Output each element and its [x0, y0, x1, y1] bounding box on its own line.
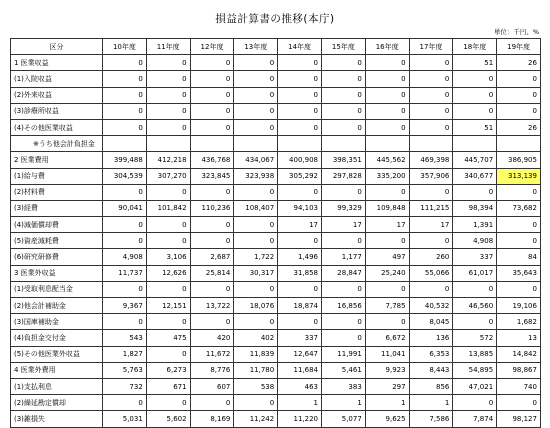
value-cell: 0 [278, 119, 322, 135]
value-cell: 0 [365, 87, 409, 103]
value-cell: 11,672 [190, 346, 234, 362]
value-cell: 8,443 [409, 362, 453, 378]
row-label: (3)国庫補助金 [11, 314, 103, 330]
row-label: (6)研究研修費 [11, 249, 103, 265]
table-row [11, 298, 541, 314]
value-cell: 0 [234, 314, 278, 330]
value-cell: 0 [365, 71, 409, 87]
value-cell: 307,270 [146, 168, 190, 184]
value-cell: 0 [234, 233, 278, 249]
header-year: 15年度 [321, 39, 365, 55]
value-cell: 0 [146, 87, 190, 103]
value-cell: 0 [453, 103, 497, 119]
value-cell: 0 [278, 314, 322, 330]
value-cell [103, 136, 147, 152]
table-row [11, 71, 541, 87]
row-label: (1)入院収益 [11, 71, 103, 87]
row-label: (4)負担金交付金 [11, 330, 103, 346]
value-cell: 8,776 [190, 362, 234, 378]
value-cell: 73,682 [497, 200, 541, 216]
value-cell: 0 [365, 281, 409, 297]
value-cell [321, 136, 365, 152]
row-label: (2)外来収益 [11, 87, 103, 103]
value-cell: 55,066 [409, 265, 453, 281]
value-cell: 11,780 [234, 362, 278, 378]
value-cell: 0 [409, 233, 453, 249]
value-cell: 260 [409, 249, 453, 265]
value-cell: 0 [278, 281, 322, 297]
value-cell: 0 [234, 103, 278, 119]
value-cell: 12,647 [278, 346, 322, 362]
value-cell: 0 [365, 233, 409, 249]
value-cell: 4,908 [103, 249, 147, 265]
header-year: 12年度 [190, 39, 234, 55]
value-cell: 26 [497, 55, 541, 71]
value-cell: 17 [409, 217, 453, 233]
value-cell: 13 [497, 330, 541, 346]
value-cell: 0 [497, 184, 541, 200]
value-cell: 31,858 [278, 265, 322, 281]
value-cell: 17 [365, 217, 409, 233]
value-cell: 305,292 [278, 168, 322, 184]
value-cell: 111,215 [409, 200, 453, 216]
value-cell: 0 [103, 184, 147, 200]
row-label: 3 医業外収益 [11, 265, 103, 281]
value-cell: 98,867 [497, 362, 541, 378]
value-cell: 434,067 [234, 152, 278, 168]
value-cell: 0 [103, 281, 147, 297]
table-row [11, 152, 541, 168]
value-cell: 5,461 [321, 362, 365, 378]
value-cell: 0 [278, 71, 322, 87]
value-cell: 0 [453, 395, 497, 411]
value-cell: 12,626 [146, 265, 190, 281]
value-cell: 572 [453, 330, 497, 346]
unit-note: 単位：千円、% [493, 28, 539, 36]
value-cell: 0 [365, 55, 409, 71]
value-cell: 16,856 [321, 298, 365, 314]
value-cell: 11,242 [234, 411, 278, 427]
value-cell: 0 [234, 55, 278, 71]
value-cell: 1 [365, 395, 409, 411]
value-cell: 0 [190, 395, 234, 411]
value-cell [234, 136, 278, 152]
row-label: (3)経費 [11, 200, 103, 216]
row-label: (5)資産減耗費 [11, 233, 103, 249]
income-statement-table [10, 38, 541, 428]
value-cell: 497 [365, 249, 409, 265]
value-cell: 607 [190, 378, 234, 394]
value-cell: 9,923 [365, 362, 409, 378]
value-cell: 25,814 [190, 265, 234, 281]
value-cell: 11,041 [365, 346, 409, 362]
table-row [11, 378, 541, 394]
value-cell: 46,560 [453, 298, 497, 314]
table-row [11, 281, 541, 297]
table-row [11, 346, 541, 362]
value-cell: 0 [278, 184, 322, 200]
value-cell: 0 [321, 119, 365, 135]
value-cell: 0 [103, 233, 147, 249]
value-cell: 35,643 [497, 265, 541, 281]
value-cell: 740 [497, 378, 541, 394]
value-cell: 0 [190, 184, 234, 200]
value-cell: 90,041 [103, 200, 147, 216]
value-cell: 61,017 [453, 265, 497, 281]
row-label: (1)受取利息配当金 [11, 281, 103, 297]
value-cell: 11,839 [234, 346, 278, 362]
value-cell: 386,905 [497, 152, 541, 168]
value-cell: 0 [190, 55, 234, 71]
table-row [11, 330, 541, 346]
value-cell: 0 [321, 55, 365, 71]
table-row [11, 200, 541, 216]
row-label: (2)材料費 [11, 184, 103, 200]
value-cell: 0 [278, 103, 322, 119]
value-cell: 335,200 [365, 168, 409, 184]
value-cell: 0 [103, 119, 147, 135]
value-cell: 0 [409, 87, 453, 103]
value-cell: 94,103 [278, 200, 322, 216]
value-cell: 0 [234, 87, 278, 103]
table-row [11, 411, 541, 427]
value-cell: 98,127 [497, 411, 541, 427]
value-cell: 1,177 [321, 249, 365, 265]
value-cell: 17 [321, 217, 365, 233]
value-cell: 0 [190, 87, 234, 103]
value-cell: 6,672 [365, 330, 409, 346]
value-cell: 11,737 [103, 265, 147, 281]
value-cell: 0 [103, 103, 147, 119]
table-row [11, 119, 541, 135]
value-cell: 323,938 [234, 168, 278, 184]
value-cell: 0 [103, 314, 147, 330]
value-cell: 26 [497, 119, 541, 135]
value-cell: 0 [409, 55, 453, 71]
value-cell: 0 [234, 395, 278, 411]
value-cell: 0 [365, 314, 409, 330]
value-cell: 0 [278, 87, 322, 103]
value-cell: 1,827 [103, 346, 147, 362]
value-cell: 7,785 [365, 298, 409, 314]
row-label: (4)減価償却費 [11, 217, 103, 233]
table-row [11, 55, 541, 71]
value-cell: 0 [453, 71, 497, 87]
value-cell: 5,031 [103, 411, 147, 427]
table-row [11, 249, 541, 265]
value-cell: 0 [409, 184, 453, 200]
value-cell: 0 [103, 395, 147, 411]
table-row [11, 103, 541, 119]
value-cell: 0 [321, 71, 365, 87]
value-cell: 0 [409, 281, 453, 297]
value-cell: 5,763 [103, 362, 147, 378]
value-cell: 1,682 [497, 314, 541, 330]
table-row [11, 314, 541, 330]
value-cell: 0 [321, 87, 365, 103]
value-cell: 0 [234, 217, 278, 233]
header-year: 13年度 [234, 39, 278, 55]
value-cell: 383 [321, 378, 365, 394]
value-cell [453, 136, 497, 152]
value-cell: 6,273 [146, 362, 190, 378]
table-row [11, 395, 541, 411]
row-label: 1 医業収益 [11, 55, 103, 71]
value-cell: 13,722 [190, 298, 234, 314]
value-cell: 420 [190, 330, 234, 346]
value-cell: 475 [146, 330, 190, 346]
value-cell: 0 [365, 103, 409, 119]
header-year: 14年度 [278, 39, 322, 55]
value-cell [146, 136, 190, 152]
value-cell: 357,906 [409, 168, 453, 184]
table-row [11, 184, 541, 200]
value-cell [365, 136, 409, 152]
value-cell: 0 [321, 314, 365, 330]
value-cell: 11,991 [321, 346, 365, 362]
value-cell: 0 [234, 281, 278, 297]
header-year: 11年度 [146, 39, 190, 55]
value-cell: 3,106 [146, 249, 190, 265]
row-label: (5)その他医業外収益 [11, 346, 103, 362]
value-cell: 304,539 [103, 168, 147, 184]
value-cell: 0 [453, 184, 497, 200]
value-cell: 1,496 [278, 249, 322, 265]
value-cell: 30,317 [234, 265, 278, 281]
value-cell: 0 [146, 314, 190, 330]
value-cell: 0 [365, 119, 409, 135]
value-cell: 543 [103, 330, 147, 346]
value-cell: 337 [453, 249, 497, 265]
value-cell: 0 [497, 281, 541, 297]
value-cell: 856 [409, 378, 453, 394]
value-cell: 436,768 [190, 152, 234, 168]
value-cell: 98,394 [453, 200, 497, 216]
value-cell: 0 [278, 55, 322, 71]
row-label: (1)支払利息 [11, 378, 103, 394]
value-cell: 0 [497, 233, 541, 249]
value-cell: 0 [146, 184, 190, 200]
table-row [11, 136, 541, 152]
value-cell: 412,218 [146, 152, 190, 168]
value-cell: 0 [103, 55, 147, 71]
value-cell: 671 [146, 378, 190, 394]
row-label: (3)診療所収益 [11, 103, 103, 119]
header-year: 16年度 [365, 39, 409, 55]
row-label: (2)繰延勘定償却 [11, 395, 103, 411]
value-cell: 0 [103, 71, 147, 87]
value-cell: 0 [234, 119, 278, 135]
value-cell: 0 [146, 395, 190, 411]
value-cell: 8,169 [190, 411, 234, 427]
value-cell: 0 [146, 346, 190, 362]
value-cell: 337 [278, 330, 322, 346]
value-cell: 400,908 [278, 152, 322, 168]
value-cell [497, 136, 541, 152]
value-cell: 101,842 [146, 200, 190, 216]
value-cell: 5,077 [321, 411, 365, 427]
value-cell: 0 [103, 87, 147, 103]
value-cell: 0 [409, 119, 453, 135]
value-cell: 0 [453, 281, 497, 297]
value-cell: 297,828 [321, 168, 365, 184]
value-cell: 0 [321, 281, 365, 297]
value-cell: 0 [497, 395, 541, 411]
value-cell: 2,687 [190, 249, 234, 265]
value-cell: 5,602 [146, 411, 190, 427]
value-cell: 0 [453, 314, 497, 330]
value-cell: 0 [103, 217, 147, 233]
value-cell: 110,236 [190, 200, 234, 216]
value-cell: 0 [146, 217, 190, 233]
value-cell: 1 [321, 395, 365, 411]
value-cell [278, 136, 322, 152]
value-cell: 0 [497, 103, 541, 119]
value-cell: 17 [278, 217, 322, 233]
value-cell: 469,398 [409, 152, 453, 168]
value-cell: 0 [190, 217, 234, 233]
header-label: 区分 [11, 39, 103, 55]
value-cell: 12,151 [146, 298, 190, 314]
value-cell: 14,842 [497, 346, 541, 362]
value-cell: 0 [497, 87, 541, 103]
value-cell: 51 [453, 55, 497, 71]
row-label: (4)その他医業収益 [11, 119, 103, 135]
value-cell: 0 [190, 233, 234, 249]
value-cell: 0 [497, 217, 541, 233]
value-cell: 0 [146, 71, 190, 87]
value-cell: 463 [278, 378, 322, 394]
value-cell: 7,874 [453, 411, 497, 427]
value-cell: 0 [146, 281, 190, 297]
value-cell: 1,722 [234, 249, 278, 265]
value-cell: 323,845 [190, 168, 234, 184]
value-cell: 0 [321, 330, 365, 346]
value-cell: 0 [190, 119, 234, 135]
table-row [11, 217, 541, 233]
value-cell: 0 [497, 71, 541, 87]
table-row [11, 87, 541, 103]
value-cell: 1 [278, 395, 322, 411]
value-cell: 1 [409, 395, 453, 411]
value-cell: 0 [190, 314, 234, 330]
value-cell: 7,586 [409, 411, 453, 427]
value-cell: 40,532 [409, 298, 453, 314]
highlighted-cell: 313,139 [497, 168, 541, 184]
row-label: 2 医業費用 [11, 152, 103, 168]
header-year: 10年度 [103, 39, 147, 55]
row-label: 4 医業外費用 [11, 362, 103, 378]
value-cell: 136 [409, 330, 453, 346]
value-cell: 18,874 [278, 298, 322, 314]
value-cell: 445,707 [453, 152, 497, 168]
value-cell: 0 [146, 233, 190, 249]
value-cell: 18,076 [234, 298, 278, 314]
table-row [11, 233, 541, 249]
report-title: 損益計算書の推移(本庁) [215, 13, 335, 25]
row-label: (2)他会計補助金 [11, 298, 103, 314]
value-cell: 13,885 [453, 346, 497, 362]
header-year: 18年度 [453, 39, 497, 55]
value-cell: 398,351 [321, 152, 365, 168]
value-cell: 4,908 [453, 233, 497, 249]
value-cell: 11,684 [278, 362, 322, 378]
value-cell: 732 [103, 378, 147, 394]
value-cell: 47,021 [453, 378, 497, 394]
table-row [11, 168, 541, 184]
value-cell: 19,106 [497, 298, 541, 314]
value-cell: 0 [321, 184, 365, 200]
value-cell: 11,220 [278, 411, 322, 427]
table-row [11, 362, 541, 378]
value-cell: 109,848 [365, 200, 409, 216]
value-cell: 297 [365, 378, 409, 394]
value-cell: 6,353 [409, 346, 453, 362]
value-cell: 0 [321, 233, 365, 249]
value-cell: 9,625 [365, 411, 409, 427]
value-cell: 9,367 [103, 298, 147, 314]
table-row [11, 265, 541, 281]
value-cell: 84 [497, 249, 541, 265]
value-cell: 28,847 [321, 265, 365, 281]
value-cell: 99,329 [321, 200, 365, 216]
header-year: 19年度 [497, 39, 541, 55]
value-cell: 445,562 [365, 152, 409, 168]
value-cell: 399,488 [103, 152, 147, 168]
value-cell [190, 136, 234, 152]
value-cell: 0 [453, 87, 497, 103]
value-cell: 0 [409, 71, 453, 87]
value-cell: 0 [190, 103, 234, 119]
value-cell: 0 [234, 71, 278, 87]
value-cell: 0 [365, 184, 409, 200]
value-cell: 0 [146, 55, 190, 71]
value-cell: 0 [234, 184, 278, 200]
row-label: ※うち他会計負担金 [11, 136, 103, 152]
value-cell: 340,677 [453, 168, 497, 184]
value-cell [409, 136, 453, 152]
value-cell: 0 [321, 103, 365, 119]
value-cell: 8,045 [409, 314, 453, 330]
header-row [11, 39, 541, 55]
header-year: 17年度 [409, 39, 453, 55]
value-cell: 54,895 [453, 362, 497, 378]
row-label: (3)雑損失 [11, 411, 103, 427]
value-cell: 0 [190, 281, 234, 297]
value-cell: 0 [409, 103, 453, 119]
value-cell: 0 [278, 233, 322, 249]
value-cell: 0 [146, 103, 190, 119]
value-cell: 1,391 [453, 217, 497, 233]
value-cell: 402 [234, 330, 278, 346]
value-cell: 25,240 [365, 265, 409, 281]
value-cell: 0 [190, 71, 234, 87]
row-label: (1)給与費 [11, 168, 103, 184]
value-cell: 0 [146, 119, 190, 135]
value-cell: 538 [234, 378, 278, 394]
value-cell: 108,407 [234, 200, 278, 216]
value-cell: 51 [453, 119, 497, 135]
